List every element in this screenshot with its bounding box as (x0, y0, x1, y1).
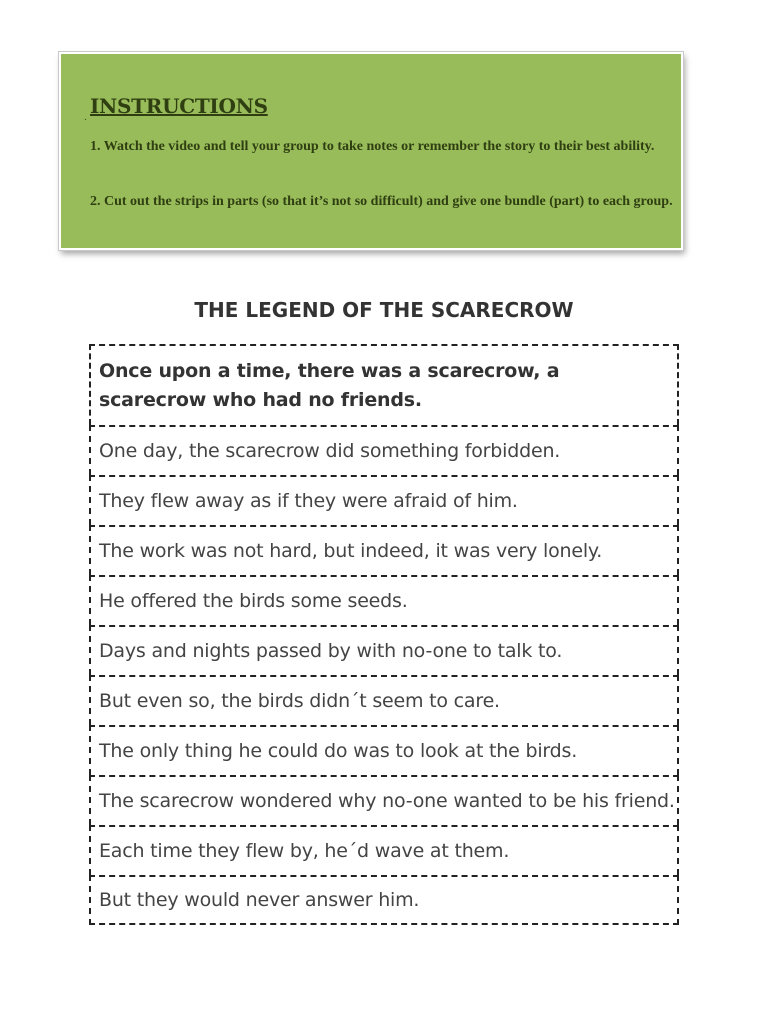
story-strip: The only thing he could do was to look at the birds. (89, 725, 679, 775)
story-strip: But even so, the birds didn´t seem to care. (89, 675, 679, 725)
story-strip: But they would never answer him. (89, 875, 679, 925)
bullet-dot: . (84, 112, 87, 123)
instructions-box (59, 52, 683, 250)
instruction-step-2: 2. Cut out the strips in parts (so that it’s not so difficult) and give one bundle (part) to each group. (90, 194, 673, 209)
document-title: THE LEGEND OF THE SCARECROW (194, 298, 574, 322)
story-strip: Once upon a time, there was a scarecrow, a scarecrow who had no friends. (89, 344, 679, 425)
story-strips (89, 344, 679, 925)
instructions-title: INSTRUCTIONS (90, 94, 268, 118)
story-strip: Days and nights passed by with no-one to talk to. (89, 625, 679, 675)
story-strip: Each time they flew by, he´d wave at them. (89, 825, 679, 875)
story-strip: One day, the scarecrow did something forbidden. (89, 425, 679, 475)
story-strip: The work was not hard, but indeed, it was very lonely. (89, 525, 679, 575)
story-strip: The scarecrow wondered why no-one wanted to be his friend. (89, 775, 679, 825)
story-strip: He offered the birds some seeds. (89, 575, 679, 625)
instruction-step-1: 1. Watch the video and tell your group to take notes or remember the story to their best ability. (90, 139, 655, 154)
story-strip: They flew away as if they were afraid of him. (89, 475, 679, 525)
